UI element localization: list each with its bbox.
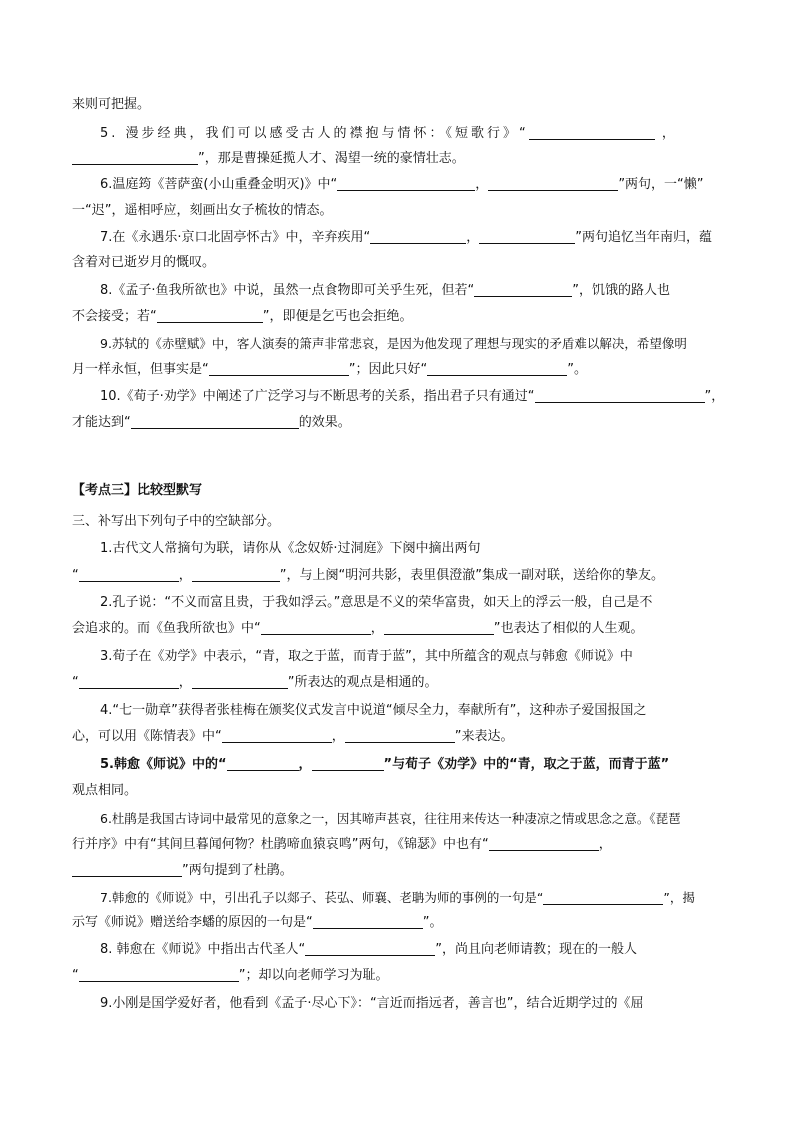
text-line: 行并序》中有“其间旦暮闻何物？杜鹃啼血猿哀鸣”两句，《锦瑟》中也有“ ， xyxy=(72,837,612,852)
item-5-line: 5.韩愈《师说》中的“ ， ”与荀子《劝学》中的“青，取之于蓝，而青于蓝” xyxy=(100,757,670,772)
answer-blank[interactable] xyxy=(79,568,179,582)
answer-blank[interactable] xyxy=(72,151,198,165)
answer-blank[interactable] xyxy=(543,891,663,905)
answer-blank[interactable] xyxy=(474,283,572,297)
text-line: 来则可把握。 xyxy=(72,97,151,112)
question-10-line: 10.《荀子·劝学》中阐述了广泛学习与不断思考的关系，指出君子只有通过“ ”， xyxy=(100,389,725,404)
answer-blank[interactable] xyxy=(479,230,575,244)
text-line: 不会接受；若“ ”，即便是乞丐也会拒绝。 xyxy=(72,309,413,324)
item-9-line: 9.小刚是国学爱好者，他看到《孟子·尽心下》：“言近而指远者，善言也”，结合近期学过的《屈 xyxy=(100,996,644,1011)
answer-blank[interactable] xyxy=(131,415,299,429)
item-7-line: 7.韩愈的《师说》中，引出孔子以郯子、苌弘、师襄、老聃为师的事例的一句是“ ”，揭 xyxy=(100,890,695,905)
question-7-line: 7.在《永遇乐·京口北固亭怀古》中，辛弃疾用“ ， ”两句追忆当年南归，蕴 xyxy=(100,230,713,245)
text-line: 会追求的。而《鱼我所欲也》中“ ， ”也表达了相似的人生观。 xyxy=(72,621,644,636)
answer-blank[interactable] xyxy=(157,309,263,323)
text-line: ”两句提到了杜鹃。 xyxy=(72,862,732,880)
text-line: 才能达到“ 的效果。 xyxy=(72,415,351,430)
text-line: 示写《师说》赠送给李蟠的原因的一句是“ ”。 xyxy=(72,915,443,930)
answer-blank[interactable] xyxy=(222,729,332,743)
text-line: “ ， ”所表达的观点是相通的。 xyxy=(72,675,438,690)
answer-blank[interactable] xyxy=(192,568,280,582)
answer-blank[interactable] xyxy=(305,942,435,956)
text-line: 月一样永恒，但事实是“ ”；因此只好“ ”。 xyxy=(72,362,587,377)
text-line: 含着对已逝岁月的慨叹。 xyxy=(72,255,216,270)
answer-blank[interactable] xyxy=(261,621,371,635)
item-6-line: 6.杜鹃是我国古诗词中最常见的意象之一，因其啼声甚哀，往往用来传达一种凄凉之情或思念之意。《琵琶 xyxy=(100,811,681,826)
answer-blank[interactable] xyxy=(79,968,239,982)
text-line: “ ”；却以向老师学习为耻。 xyxy=(72,968,389,983)
question-8-line: 8.《孟子·鱼我所欲也》中说，虽然一点食物即可关乎生死，但若“ ”，饥饿的路人也 xyxy=(100,283,671,298)
answer-blank[interactable] xyxy=(370,230,466,244)
answer-blank[interactable] xyxy=(72,863,182,877)
text-line: ”，那是曹操延揽人才、渴望一统的豪情壮志。 xyxy=(72,150,732,168)
question-6-line: 6.温庭筠《菩萨蛮(小山重叠金明灭)》中“ ， ”两句，一“懒” xyxy=(100,177,704,192)
answer-blank[interactable] xyxy=(227,757,299,771)
item-1-line: 1.古代文人常摘句为联，请你从《念奴娇·过洞庭》下阕中摘出两句 xyxy=(100,541,481,556)
text-line: 一“迟”，遥相呼应，刻画出女子梳妆的情态。 xyxy=(72,203,333,218)
text-line: 心，可以用《陈情表》中“ ， ”来表达。 xyxy=(72,729,514,744)
item-8-line: 8. 韩愈在《师说》中指出古代圣人“ ”，尚且向老师请教；现在的一般人 xyxy=(100,942,638,957)
answer-blank[interactable] xyxy=(489,837,599,851)
answer-blank[interactable] xyxy=(535,389,705,403)
answer-blank[interactable] xyxy=(529,126,655,140)
answer-blank[interactable] xyxy=(427,362,567,376)
text-line: “ ， ”，与上阕“明河共影，表里俱澄澈”集成一副对联，送给你的挚友。 xyxy=(72,568,664,583)
answer-blank[interactable] xyxy=(488,177,618,191)
answer-blank[interactable] xyxy=(313,915,423,929)
item-3-line: 3.荀子在《劝学》中表示，“青，取之于蓝，而青于蓝”，其中所蕴含的观点与韩愈《师说》中 xyxy=(100,649,633,664)
text-line: 观点相同。 xyxy=(72,783,138,798)
section-instruction: 三、补写出下列句子中的空缺部分。 xyxy=(72,514,281,529)
answer-blank[interactable] xyxy=(79,675,179,689)
item-2-line: 2.孔子说：“不义而富且贵，于我如浮云。”意思是不义的荣华富贵，如天上的浮云一般，自己是不 xyxy=(100,595,653,610)
answer-blank[interactable] xyxy=(192,675,288,689)
question-9-line: 9.苏轼的《赤壁赋》中，客人演奏的箫声非常悲哀，是因为他发现了理想与现实的矛盾难以解决，希望像明 xyxy=(100,336,687,351)
answer-blank[interactable] xyxy=(312,757,384,771)
answer-blank[interactable] xyxy=(345,729,455,743)
item-4-line: 4.“七一勋章”获得者张桂梅在颁奖仪式发言中说道“倾尽全力，奉献所有”，这种赤子爱国报国之 xyxy=(100,703,647,718)
answer-blank[interactable] xyxy=(384,621,494,635)
section-heading: 【考点三】比较型默写 xyxy=(72,483,203,498)
answer-blank[interactable] xyxy=(209,362,349,376)
question-5-line: 5. 漫步经典，我们可以感受古人的襟抱与情怀：《短歌行》“ ， xyxy=(100,126,678,141)
answer-blank[interactable] xyxy=(337,177,475,191)
